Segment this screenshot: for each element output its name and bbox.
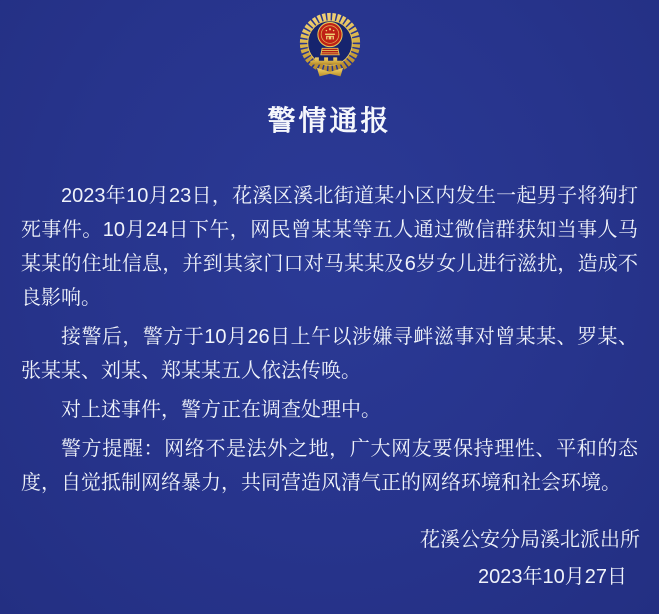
notice-paragraph-incident: 2023年10月23日，花溪区溪北街道某小区内发生一起男子将狗打死事件。10月24日下午，网民曾某某等五人通过微信群获知当事人马某某的住址信息，并到其家门口对马某某及6岁女儿进行滋扰，造成不良影响。 xyxy=(21,185,638,309)
police-badge-icon xyxy=(290,9,370,81)
issuing-office: 花溪公安分局溪北派出所 xyxy=(420,529,640,551)
signature-block xyxy=(0,523,659,594)
notice-title: 警情通报 xyxy=(267,105,392,136)
notice-body xyxy=(0,179,659,500)
issue-date: 2023年10月27日 xyxy=(478,566,627,588)
notice-paragraph-summons: 接警后，警方于10月26日上午以涉嫌寻衅滋事对曾某某、罗某、张某某、刘某、郑某某五人依法传唤。 xyxy=(21,326,638,382)
notice-paragraph-reminder: 警方提醒：网络不是法外之地，广大网友要保持理性、平和的态度，自觉抵制网络暴力，共同营造风清气正的网络环境和社会环境。 xyxy=(21,438,638,494)
badge-container xyxy=(0,0,659,81)
notice-paragraph-investigation: 对上述事件，警方正在调查处理中。 xyxy=(61,399,381,421)
